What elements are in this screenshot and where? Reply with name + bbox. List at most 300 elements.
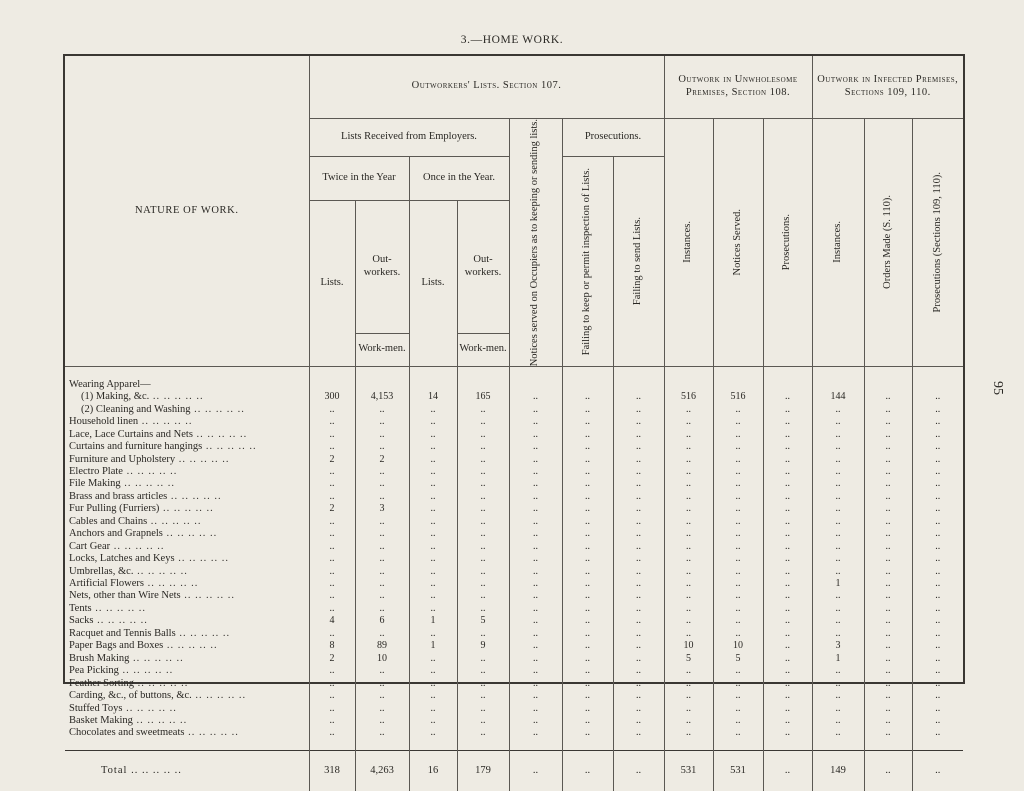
cell: .. — [355, 528, 409, 540]
row-label: Umbrellas, &c. .. .. .. .. .. — [69, 565, 188, 577]
cell: .. — [562, 553, 613, 565]
cell: .. — [763, 416, 812, 428]
cell: .. — [562, 441, 613, 453]
table-row — [65, 528, 963, 540]
failing-keep-header: Failing to keep or permit inspection of Lists. — [562, 156, 613, 366]
table-row — [65, 640, 963, 652]
cell: .. — [912, 441, 963, 453]
failing-send-header: Failing to send Lists. — [613, 156, 664, 366]
cell: 10 — [664, 640, 713, 652]
cell: .. — [713, 441, 763, 453]
cell: .. — [355, 578, 409, 590]
cell: .. — [713, 578, 763, 590]
once-in-year-header: Once in the Year. — [409, 156, 509, 200]
cell: .. — [864, 491, 912, 503]
cell: .. — [309, 478, 355, 490]
cell: .. — [912, 703, 963, 715]
table-row — [65, 566, 963, 578]
total-cell: .. — [912, 750, 963, 791]
cell: .. — [562, 503, 613, 515]
cell: .. — [812, 429, 864, 441]
row-label: Furniture and Upholstery .. .. .. .. .. — [69, 453, 230, 465]
cell: .. — [309, 690, 355, 702]
cell: .. — [812, 454, 864, 466]
cell: .. — [912, 466, 963, 478]
spacer-cell — [763, 740, 812, 751]
cell: .. — [562, 454, 613, 466]
cell: .. — [664, 478, 713, 490]
cell: .. — [864, 454, 912, 466]
spacer-cell — [309, 740, 355, 751]
cell: .. — [509, 665, 562, 677]
cell: .. — [763, 441, 812, 453]
cell: .. — [309, 491, 355, 503]
cell: .. — [763, 503, 812, 515]
table-row — [65, 404, 963, 416]
cell — [613, 366, 664, 391]
cell: .. — [613, 603, 664, 615]
cell: .. — [509, 491, 562, 503]
row-label: (1) Making, &c. .. .. .. .. .. — [81, 391, 204, 403]
cell: .. — [613, 528, 664, 540]
cell: 2 — [309, 503, 355, 515]
cell: .. — [409, 566, 457, 578]
cell: .. — [409, 703, 457, 715]
cell: 14 — [409, 391, 457, 403]
cell: .. — [763, 653, 812, 665]
table-row — [65, 578, 963, 590]
cell: .. — [763, 429, 812, 441]
cell: .. — [664, 416, 713, 428]
cell: .. — [509, 690, 562, 702]
cell: 4,153 — [355, 391, 409, 403]
spacer-cell — [664, 740, 713, 751]
cell: .. — [713, 491, 763, 503]
cell: .. — [664, 628, 713, 640]
cell: .. — [812, 690, 864, 702]
cell: .. — [864, 640, 912, 652]
cell: .. — [912, 678, 963, 690]
cell: .. — [309, 566, 355, 578]
table-row — [65, 516, 963, 528]
cell: 1 — [812, 578, 864, 590]
cell: .. — [409, 553, 457, 565]
cell: .. — [912, 628, 963, 640]
cell: 3 — [355, 503, 409, 515]
table-row — [65, 429, 963, 441]
cell: .. — [509, 429, 562, 441]
cell: .. — [664, 553, 713, 565]
cell: .. — [309, 429, 355, 441]
cell: .. — [613, 690, 664, 702]
cell: .. — [912, 516, 963, 528]
cell: .. — [613, 466, 664, 478]
cell: .. — [763, 615, 812, 627]
cell: .. — [812, 491, 864, 503]
cell: .. — [355, 553, 409, 565]
cell: .. — [864, 603, 912, 615]
cell: 3 — [812, 640, 864, 652]
cell: .. — [355, 727, 409, 739]
cell: .. — [457, 590, 509, 602]
cell: .. — [509, 603, 562, 615]
cell: .. — [457, 491, 509, 503]
cell: .. — [509, 391, 562, 403]
cell: 516 — [664, 391, 713, 403]
cell: .. — [613, 615, 664, 627]
table-row — [65, 503, 963, 515]
cell: .. — [613, 404, 664, 416]
cell: 10 — [355, 653, 409, 665]
cell: .. — [409, 429, 457, 441]
cell: .. — [864, 528, 912, 540]
spacer-cell — [409, 740, 457, 751]
cell: .. — [355, 404, 409, 416]
cell: .. — [509, 404, 562, 416]
cell: .. — [812, 478, 864, 490]
cell: 2 — [309, 653, 355, 665]
cell: .. — [509, 416, 562, 428]
cell: .. — [912, 528, 963, 540]
row-label: Curtains and furniture hangings .. .. .. .. .. — [69, 441, 257, 453]
cell: .. — [409, 441, 457, 453]
row-label: Cart Gear .. .. .. .. .. — [69, 540, 165, 552]
cell: .. — [713, 690, 763, 702]
cell: .. — [713, 566, 763, 578]
row-label: (2) Cleaning and Washing .. .. .. .. .. — [81, 403, 245, 415]
cell: .. — [355, 491, 409, 503]
spacer-row — [65, 740, 963, 751]
total-cell: 4,263 — [355, 750, 409, 791]
cell: 144 — [812, 391, 864, 403]
cell: .. — [409, 491, 457, 503]
cell: .. — [664, 603, 713, 615]
row-label: Racquet and Tennis Balls .. .. .. .. .. — [69, 627, 231, 639]
cell: .. — [613, 715, 664, 727]
cell: .. — [355, 665, 409, 677]
cell: .. — [812, 466, 864, 478]
row-label: File Making .. .. .. .. .. — [69, 478, 175, 490]
cell: .. — [355, 715, 409, 727]
cell: .. — [864, 690, 912, 702]
row-label: Locks, Latches and Keys .. .. .. .. .. — [69, 553, 229, 565]
table-row — [65, 466, 963, 478]
cell: .. — [912, 590, 963, 602]
cell: 8 — [309, 640, 355, 652]
cell: .. — [509, 678, 562, 690]
notices-served-header: Notices Served. — [713, 118, 763, 366]
total-label: Total .. .. .. .. .. — [65, 750, 309, 791]
cell: .. — [763, 528, 812, 540]
cell: .. — [664, 516, 713, 528]
table-row — [65, 366, 963, 391]
twice-workmen-header: Work-men. — [355, 333, 409, 366]
cell: .. — [713, 541, 763, 553]
row-label: Paper Bags and Boxes .. .. .. .. .. — [69, 640, 218, 652]
row-label: Feather Sorting .. .. .. .. .. — [69, 677, 189, 689]
cell: .. — [562, 478, 613, 490]
table-row — [65, 703, 963, 715]
cell: .. — [812, 603, 864, 615]
cell: .. — [713, 404, 763, 416]
row-label: Wearing Apparel— — [69, 378, 151, 390]
cell: .. — [457, 454, 509, 466]
cell: .. — [812, 416, 864, 428]
cell: .. — [664, 715, 713, 727]
cell: .. — [409, 528, 457, 540]
cell: 1 — [409, 615, 457, 627]
cell: .. — [355, 566, 409, 578]
cell: 300 — [309, 391, 355, 403]
cell: 6 — [355, 615, 409, 627]
cell: .. — [457, 478, 509, 490]
nature-of-work-header: NATURE OF WORK. — [65, 56, 309, 366]
cell: .. — [864, 678, 912, 690]
cell: .. — [912, 404, 963, 416]
total-cell: 531 — [713, 750, 763, 791]
cell: .. — [613, 628, 664, 640]
cell: .. — [812, 566, 864, 578]
cell: .. — [562, 541, 613, 553]
cell: .. — [457, 541, 509, 553]
cell: 2 — [355, 454, 409, 466]
cell: .. — [812, 665, 864, 677]
total-cell: 16 — [409, 750, 457, 791]
cell: .. — [309, 416, 355, 428]
cell: .. — [509, 628, 562, 640]
cell: .. — [509, 516, 562, 528]
cell: .. — [309, 727, 355, 739]
spacer-cell — [562, 740, 613, 751]
cell: .. — [613, 516, 664, 528]
cell: .. — [613, 478, 664, 490]
table-row — [65, 441, 963, 453]
cell: .. — [509, 454, 562, 466]
cell: .. — [409, 404, 457, 416]
row-label: Electro Plate .. .. .. .. .. — [69, 465, 178, 477]
cell: .. — [457, 690, 509, 702]
cell: .. — [763, 541, 812, 553]
cell: .. — [309, 541, 355, 553]
cell: .. — [409, 727, 457, 739]
cell: .. — [509, 615, 562, 627]
cell: .. — [763, 640, 812, 652]
cell: .. — [763, 566, 812, 578]
cell: .. — [864, 541, 912, 553]
cell: .. — [713, 553, 763, 565]
cell: .. — [713, 454, 763, 466]
outworkers-lists-header: Outworkers' Lists. Section 107. — [309, 56, 664, 118]
cell: .. — [509, 466, 562, 478]
cell: .. — [613, 578, 664, 590]
row-label: Nets, other than Wire Nets .. .. .. .. .. — [69, 590, 236, 602]
cell: .. — [912, 416, 963, 428]
cell: 4 — [309, 615, 355, 627]
cell — [355, 366, 409, 391]
cell: .. — [864, 715, 912, 727]
page-title: 3.—HOME WORK. — [460, 34, 564, 46]
twice-outworkers-header: Out-workers. — [355, 200, 409, 333]
cell: .. — [912, 727, 963, 739]
cell: .. — [309, 466, 355, 478]
cell: .. — [309, 590, 355, 602]
cell: .. — [457, 715, 509, 727]
cell: .. — [562, 603, 613, 615]
table-body — [65, 366, 963, 750]
cell: .. — [309, 678, 355, 690]
row-label: Cables and Chains .. .. .. .. .. — [69, 515, 202, 527]
cell: .. — [664, 590, 713, 602]
cell: .. — [864, 478, 912, 490]
cell: .. — [763, 665, 812, 677]
row-label: Lace, Lace Curtains and Nets .. .. .. .. .. — [69, 428, 248, 440]
cell: .. — [864, 590, 912, 602]
cell: .. — [713, 516, 763, 528]
cell: .. — [713, 603, 763, 615]
cell: .. — [355, 590, 409, 602]
cell: .. — [562, 640, 613, 652]
cell: .. — [457, 678, 509, 690]
cell: .. — [457, 416, 509, 428]
cell: .. — [763, 491, 812, 503]
cell: .. — [664, 466, 713, 478]
cell: .. — [864, 703, 912, 715]
cell: .. — [812, 678, 864, 690]
cell — [409, 366, 457, 391]
unwholesome-premises-header: Outwork in Unwholesome Premises, Section 108. — [664, 56, 812, 118]
cell: .. — [509, 553, 562, 565]
cell: 516 — [713, 391, 763, 403]
cell: .. — [864, 628, 912, 640]
total-cell: .. — [562, 750, 613, 791]
instances-infected-header: Instances. — [812, 118, 864, 366]
spacer-cell — [509, 740, 562, 751]
cell: 2 — [309, 454, 355, 466]
cell: .. — [355, 603, 409, 615]
cell: .. — [912, 640, 963, 652]
table-row — [65, 541, 963, 553]
table-row — [65, 615, 963, 627]
cell: .. — [664, 503, 713, 515]
row-label: Pea Picking .. .. .. .. .. — [69, 665, 174, 677]
cell: .. — [355, 416, 409, 428]
cell: .. — [912, 541, 963, 553]
cell: .. — [562, 491, 613, 503]
cell: 165 — [457, 391, 509, 403]
cell: .. — [457, 566, 509, 578]
cell: .. — [763, 578, 812, 590]
cell: 5 — [664, 653, 713, 665]
cell: .. — [355, 541, 409, 553]
cell — [309, 366, 355, 391]
total-cell: .. — [763, 750, 812, 791]
spacer-cell — [713, 740, 763, 751]
cell: .. — [409, 578, 457, 590]
cell: .. — [355, 690, 409, 702]
once-workmen-header: Work-men. — [457, 333, 509, 366]
cell: .. — [457, 528, 509, 540]
cell: .. — [812, 615, 864, 627]
cell: .. — [309, 404, 355, 416]
cell: .. — [509, 703, 562, 715]
cell: .. — [409, 503, 457, 515]
cell: .. — [864, 727, 912, 739]
cell: .. — [355, 703, 409, 715]
cell: .. — [763, 454, 812, 466]
cell: .. — [912, 566, 963, 578]
spacer-cell — [355, 740, 409, 751]
cell: .. — [763, 553, 812, 565]
cell: .. — [457, 628, 509, 640]
cell: .. — [912, 578, 963, 590]
cell: .. — [613, 703, 664, 715]
cell: .. — [664, 578, 713, 590]
row-label: Anchors and Grapnels .. .. .. .. .. — [69, 528, 218, 540]
cell: .. — [562, 715, 613, 727]
total-cell: .. — [509, 750, 562, 791]
cell: .. — [664, 541, 713, 553]
cell — [562, 366, 613, 391]
cell: .. — [812, 528, 864, 540]
cell: .. — [355, 678, 409, 690]
cell: .. — [864, 503, 912, 515]
cell: .. — [713, 416, 763, 428]
table-row — [65, 478, 963, 490]
cell: .. — [309, 703, 355, 715]
cell: .. — [763, 727, 812, 739]
cell: .. — [562, 566, 613, 578]
total-cell: 531 — [664, 750, 713, 791]
cell: .. — [713, 429, 763, 441]
cell: .. — [457, 703, 509, 715]
spacer-cell — [65, 740, 309, 751]
cell: .. — [562, 516, 613, 528]
cell: .. — [509, 653, 562, 665]
cell: .. — [812, 503, 864, 515]
cell: .. — [457, 429, 509, 441]
cell: .. — [457, 653, 509, 665]
cell: .. — [713, 590, 763, 602]
cell: 5 — [713, 653, 763, 665]
spacer-cell — [912, 740, 963, 751]
cell: .. — [562, 391, 613, 403]
cell: .. — [409, 541, 457, 553]
cell: .. — [562, 590, 613, 602]
cell: .. — [664, 665, 713, 677]
cell: .. — [763, 628, 812, 640]
cell: .. — [912, 454, 963, 466]
spacer-cell — [864, 740, 912, 751]
cell — [509, 366, 562, 391]
cell: .. — [664, 678, 713, 690]
infected-premises-header: Outwork in Infected Premises, Sections 109, 110. — [812, 56, 963, 118]
cell: .. — [864, 404, 912, 416]
cell: .. — [912, 603, 963, 615]
cell: .. — [912, 665, 963, 677]
cell: .. — [457, 578, 509, 590]
cell: .. — [713, 503, 763, 515]
cell: .. — [664, 454, 713, 466]
table-row — [65, 454, 963, 466]
once-lists-header: Lists. — [409, 200, 457, 366]
cell: .. — [457, 603, 509, 615]
once-outworkers-header: Out-workers. — [457, 200, 509, 333]
table-row — [65, 715, 963, 727]
cell: .. — [912, 491, 963, 503]
cell: .. — [309, 516, 355, 528]
table-row — [65, 665, 963, 677]
cell — [664, 366, 713, 391]
